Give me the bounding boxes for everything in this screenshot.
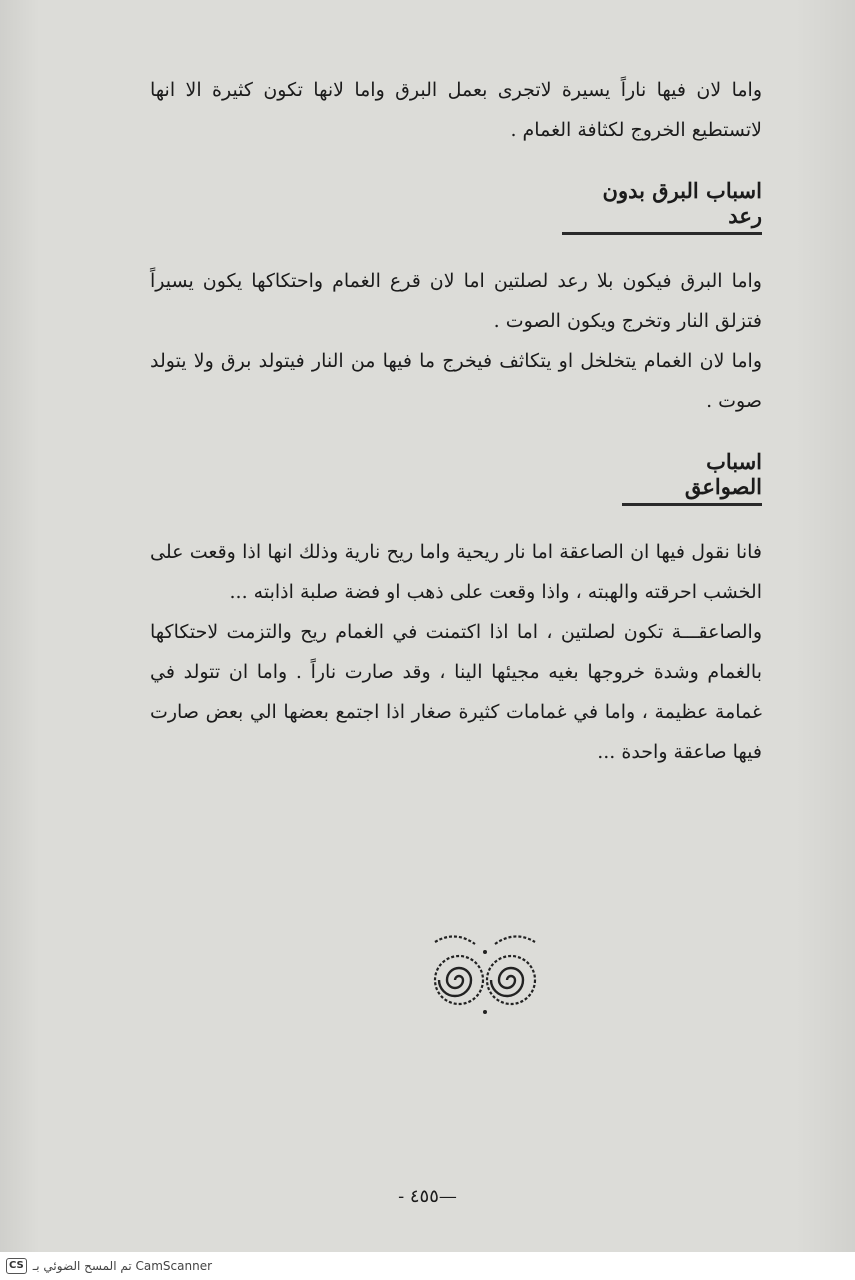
scanner-watermark-text: تم المسح الضوئي بـ CamScanner xyxy=(32,1259,213,1273)
camscanner-logo-icon: CS xyxy=(6,1258,27,1274)
paragraph: واما لان الغمام يتخلخل او يتكاثف فيخرج ما فيها من النار فيتولد برق ولا يتولد صوت . xyxy=(150,350,762,412)
page-content xyxy=(150,70,762,772)
section-thunderbolts xyxy=(150,449,762,772)
paragraph: واما البرق فيكون بلا رعد لصلتين اما لان قرع الغمام واحتكاكها يكون يسيراً فتزلق النار وتخرج ويكون الصوت . xyxy=(150,270,762,332)
section-lightning-without-thunder xyxy=(150,178,762,421)
section-heading: اسباب البرق بدون رعد xyxy=(562,178,762,235)
paragraph: فانا نقول فيها ان الصاعقة اما نار ريحية واما ريح نارية وذلك انها اذا وقعت على الخشب احرقته والهبته ، واذا وقعت على ذهب او فضة صلبة اذابته ... xyxy=(150,541,762,603)
page-number: —٤٥٥ - xyxy=(398,1186,457,1207)
section-heading: اسباب الصواعق xyxy=(622,449,762,506)
intro-paragraph: واما لان فيها ناراً يسيرة لاتجرى بعمل البرق واما لانها تكون كثيرة الا انها لاتستطيع الخروج لكثافة الغمام . xyxy=(150,79,762,141)
decorative-ornament-icon xyxy=(425,932,545,1022)
scanner-footer xyxy=(0,1252,855,1280)
paragraph: والصاعقـــة تكون لصلتين ، اما اذا اكتمنت في الغمام ريح والتزمت لاحتكاكها بالغمام وشدة خروجها بغيه مجيئها الينا ، وقد صارت ناراً . واما ان تتولد في غمامة عظيمة ، واما في غمامات كثيرة صغار اذا اجتمع بعضها الي بعض صارت فيها صاعقة واحدة ... xyxy=(150,621,762,763)
